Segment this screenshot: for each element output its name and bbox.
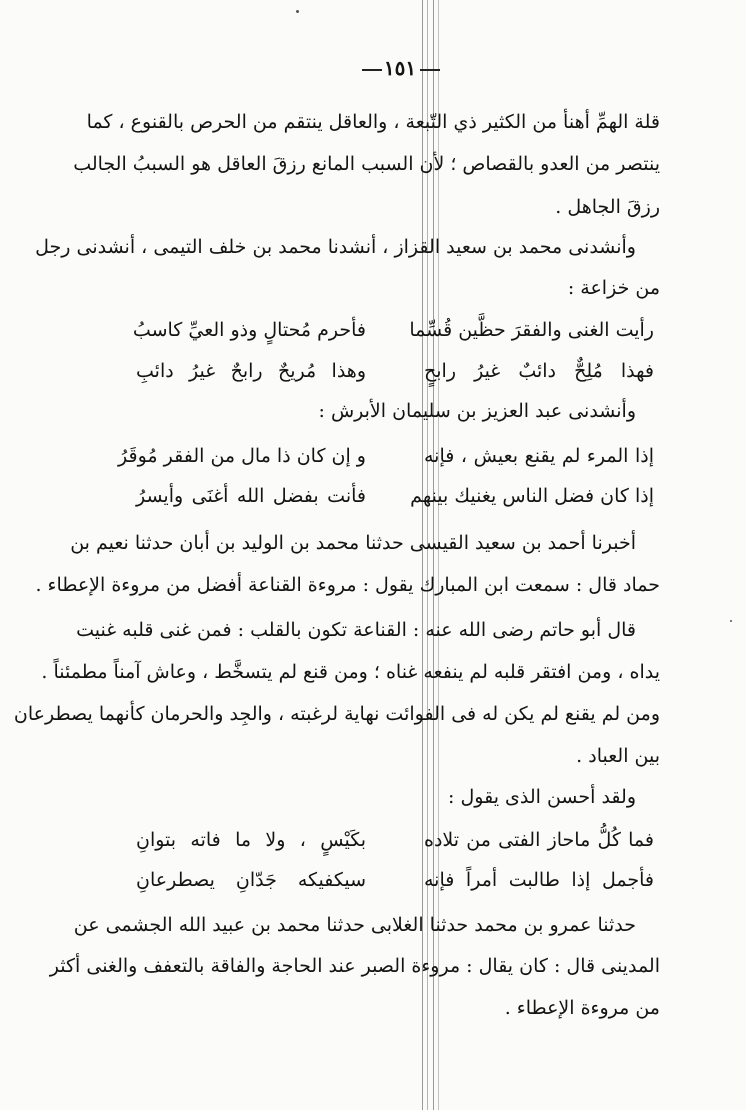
verse-hemistich: إذا كان فضل الناس يغنيك بينهم [410, 485, 654, 507]
text-line: رزقَ الجاهل . [555, 196, 660, 218]
page-number: ١٥١ [383, 56, 417, 80]
verse-hemistich: فهذا مُلِحٌّ دائبٌ غيرُ رابحٍ [424, 360, 654, 382]
verse-hemistich: رأيت الغنى والفقرَ حظَّين قُسِّما [409, 319, 654, 341]
verse-hemistich: إذا المرء لم يقنع بعيش ، فإنه [424, 445, 654, 467]
verse-hemistich: فأجمل إذا طالبت أمراً فإنه [424, 869, 654, 891]
text-line: ولقد أحسن الذى يقول : [448, 786, 636, 808]
text-line: وأنشدنى عبد العزيز بن سليمان الأبرش : [318, 400, 636, 422]
text-line: بين العباد . [576, 745, 660, 767]
scan-speck [296, 10, 299, 13]
text-line: ومن لم يقنع لم يكن له فى الفوائت نهاية لرغبته ، والجِد والحرمان كأنهما يصطرعان [13, 703, 660, 725]
verse-hemistich: وهذا مُريحٌ رابحٌ غيرُ دائبِ [136, 360, 366, 382]
text-line: ينتصر من العدو بالقصاص ؛ لأن السبب المانع رزقَ العاقل هو السببُ الجالب [73, 153, 660, 175]
verse-hemistich: بكَيْسٍ ، ولا ما فاته بتوانِ [136, 829, 366, 851]
text-line: حماد قال : سمعت ابن المبارك يقول : مروءة القناعة أفضل من مروءة الإعطاء . [35, 574, 660, 596]
scan-speck [730, 620, 732, 622]
text-line: المدينى قال : كان يقال : مروءة الصبر عند الحاجة والفاقة بالتعفف والغنى أكثر [49, 955, 660, 977]
text-line: قلة الهمِّ أهنأ من الكثير ذي التّبعة ، والعاقل ينتقم من الحرص بالقنوع ، كما [86, 111, 660, 133]
text-line: يداه ، ومن افتقر قلبه لم ينفعه غناه ؛ ومن قنع لم يتسخَّط ، وعاش آمناً مطمئناً . [41, 661, 660, 683]
text-line: حدثنا عمرو بن محمد حدثنا الغلابى حدثنا محمد بن عبيد الله الجشمى عن [73, 914, 636, 936]
verse-hemistich: سيكفيكه جَدّانِ يصطرعانِ [136, 869, 366, 891]
header-rule [420, 69, 440, 71]
text-line: قال أبو حاتم رضى الله عنه : القناعة تكون بالقلب : فمن غنى قلبه غنيت [76, 619, 636, 641]
text-line: من مروءة الإعطاء . [504, 997, 660, 1019]
page-header [340, 58, 460, 82]
verse-hemistich: فما كُلُّ ماحاز الفتى من تلاده [424, 829, 654, 851]
text-line: أخبرنا أحمد بن سعيد القيسى حدثنا محمد بن الوليد بن أبان حدثنا نعيم بن [70, 532, 636, 554]
text-line: من خزاعة : [567, 277, 660, 299]
verse-hemistich: فأنت بفضل الله أغنَى وأيسرُ [136, 485, 366, 507]
text-line: وأنشدنى محمد بن سعيد القزاز ، أنشدنا محمد بن خلف التيمى ، أنشدنى رجل [35, 236, 636, 258]
verse-hemistich: و إن كان ذا مال من الفقر مُوقَرُ [118, 445, 366, 467]
verse-hemistich: فأحرم مُحتالٍ وذو العيِّ كاسبُ [132, 319, 366, 341]
